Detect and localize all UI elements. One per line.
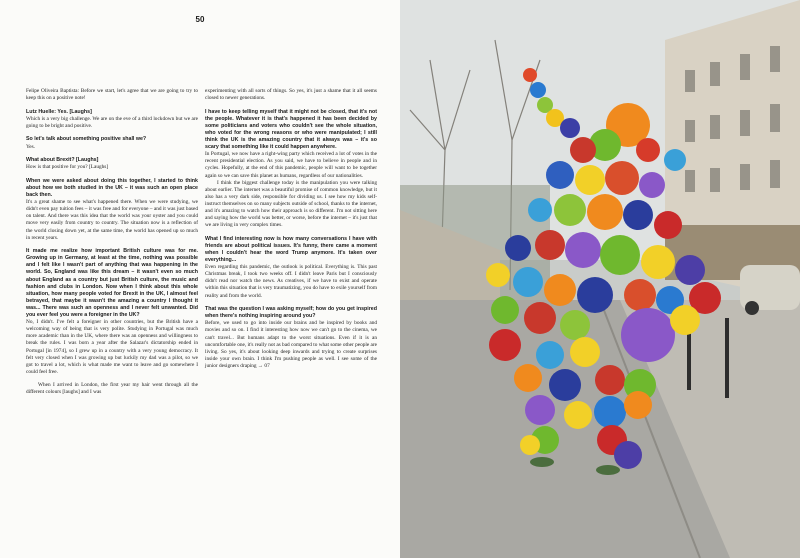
- text-column-right: [205, 88, 377, 376]
- paragraph: experimenting with all sorts of things. So yes, it's just a shame that it all seems closed to newer generations.: [205, 88, 377, 102]
- paragraph: I think the biggest challenge today is the manipulation you were talking about earlier. The internet was a beautiful promise of common knowledge, but it also has a very dark side, responsible for dividing us. I see how my kids self-instruct themselves on so many subjects outside of school, thanks to the internet, and it's amazing to watch how their approach is so different. I'm not sitting here and saying how the world was better, or worse, before the internet – it's just that we are living in very complex times.: [205, 179, 377, 229]
- question: That was the question I was asking myself; how do you get inspired when there's nothing inspiring around you?: [205, 306, 377, 320]
- street-scene-illustration: [400, 0, 800, 558]
- question: Lutz Huelle: Yes. [Laughs]: [26, 108, 92, 115]
- question: So let's talk about something positive shall we?: [26, 136, 147, 143]
- question: It made me realize how important British culture was for me. Growing up in Germany, at least at the time, nothing was possible and I felt like I wasn't part of anything that was happening in the world. So, England was like this dream – it wasn't even so much about England as a country but just British culture, the music and fashion and clubs in London. Now when I think about this whole situation, how many people voted for Brexit in the UK, I almost feel betrayed, that maybe it wasn't the amazing a country I thought it was... There was such an openness and I never felt unwanted. Did you ever feel you were a foreigner in the UK?: [26, 248, 198, 319]
- paragraph: No, I didn't. I've felt a foreigner in other countries, but the British have a welcoming way of being that is very polite. Studying in Portugal was much more academic than in the UK, where there was an openness and willingness to break the rules. I was born a year after the Salazar's dictatorship ended in Portugal [in 1974], so I grew up in a country with a very young democracy. It felt very closed when I was growing up but luckily my dad was a pilot, so we got to travel a lot, which is what made me want to leave and go somewhere I could feel free.: [26, 319, 198, 375]
- balloon-costume-photo: [400, 0, 800, 558]
- paragraph: Felipe Oliveira Baptista: Before we start, let's agree that we are going to try to keep this on a positive note!: [26, 88, 198, 102]
- paragraph: Before, we used to go into inside our brains and be inspired by books and movies and so on. I find it interesting how now we can't go to the cinema, we can't travel... But humans adapt to the worst situations. Even if it is an uncomfortable one, it's really not as bad compared to what some other people are living. So yes, it's about looking deep inwards and trying to create surprises inside your own brain. I think I'm pushing people as well. I see some of the junior designers draping → 07: [205, 320, 377, 369]
- paragraph: Even regarding this pandemic, the outlook is political. Everything is. This past Christmas break, I took two weeks off. I didn't leave Paris but I consciously didn't read nor watch the news. As creatives, if we have to exist and operate within this situation that is very traumatizing, you do have to exile yourself from reality and from the world.: [205, 264, 377, 299]
- paragraph: When I arrived in London, the first year my hair went through all the different colours [laughs] and I was: [26, 382, 198, 396]
- paragraph: It's a great shame to see what's happened there. When we were studying, we didn't even pay tuition fees – it was free and for everyone – and it was just based on talent. And there was this idea that the world was your oyster and you could move very easily from country to country. The situation now is a reflection of the world closing down yet, at the same time, the world has opened up so much in recent years.: [26, 199, 198, 241]
- paragraph: Yes.: [26, 143, 36, 150]
- text-column-left: [26, 88, 198, 403]
- paragraph: Which is a very big challenge. We are on the eve of a third lockdown but we are going to be bright and positive.: [26, 115, 198, 129]
- question: What about Brexit? [Laughs]: [26, 157, 99, 164]
- question: I have to keep telling myself that it might not be closed, that it's not the people. Whatever it is that's happened it has been decided by some politicians and voters who couldn't see the whole situation, who voted for the wrong reasons or who were manipulated; I still think the UK is the amazing country that it always was – it's so scary that something like it could happen anywhere.: [205, 108, 377, 151]
- paragraph: How is that positive for you? [Laughs]: [26, 164, 109, 171]
- paragraph: In Portugal, we now have a right-wing party which received a lot of votes in the recent presidential election. As you said, we have to believe in people and in cycles. Hopefully, at the end of this pandemic, people will want to be together again so we can save this planet as humans, regardless of our nationalities.: [205, 151, 377, 179]
- page-number: 50: [195, 15, 205, 24]
- question: What I find interesting now is how many conversations I have with friends are about political issues. It's funny, there came a moment when I couldn't hear the word Trump anymore. It's taken over everything...: [205, 235, 377, 264]
- question: When we were asked about doing this together, I started to think about how we both studied in the UK – it was such an open place back then.: [26, 177, 198, 199]
